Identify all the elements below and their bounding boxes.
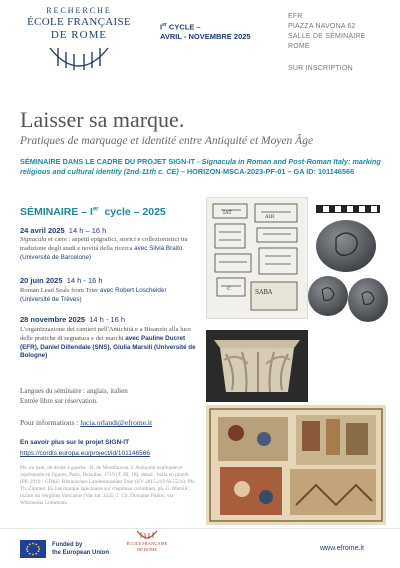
page-title: Laisser sa marque.: [20, 107, 185, 132]
project-prefix: SÉMINAIRE DANS LE CADRE DU PROJET SIGN-IT -: [20, 157, 202, 166]
session-1-speaker: avec Silvia Braito (Université de Barcelone): [20, 244, 183, 261]
manuscript-image: [206, 405, 386, 525]
eu-funding-text: [52, 541, 109, 557]
venue-line-1: EFR: [288, 13, 303, 20]
stamp-text-3: AIR: [265, 214, 275, 220]
session-1-date: [20, 226, 106, 235]
session-2-date: [20, 276, 103, 285]
session-3-title: L'organizzazione dei cantieri nell'Antichità e a Bisanzio alla luce delle pratiche di segnatura e dei marchi: [20, 326, 192, 342]
session-3-body: [20, 326, 196, 361]
session-2-body: [20, 287, 196, 305]
logo-line-rome: DE ROME: [50, 29, 108, 41]
session-1-day: 24 avril 2025: [20, 226, 65, 235]
lead-seals-image: [306, 216, 392, 326]
seal-top-icon: [316, 220, 376, 272]
efr-logo-mark-icon: [46, 44, 112, 74]
session-1-body: [20, 236, 196, 262]
scale-bar: [316, 205, 380, 213]
venue-line-2: PIAZZA NAVONA 62: [288, 23, 356, 30]
seminar-heading-pre: SÉMINAIRE – I: [20, 206, 93, 218]
engraving-image: [206, 197, 308, 319]
logo-line-ecole: ÉCOLE FRANÇAISE: [27, 16, 131, 28]
image-credits: Pls. en haut, de droite à gauche : B. de Montfaucon, L'Antiquité expliquée et représentée en figures, Paris, Delaulne, 1719 (T. III, 18), détail ; bulla en plomb (PK 2919 : GDKE, Rheinisches Landesmuseum Trier (EV 2015,219 Nr.55/10, Pfs. Th. Zühmer. En bas marque lapicinaire sur chapiteau corinthien, ph. G. Marsili ; maître du Vergilius Vaticanus (Vat. lat. 3225, f. 13r, Domaine Public, via Wikimedia Commons.: [20, 465, 196, 506]
cycle-label: Ier CYCLE –: [160, 22, 201, 32]
session-2-time: 14 h - 16 h: [66, 276, 103, 285]
session-3-day: 28 novembre 2025: [20, 315, 86, 324]
footer-website-link[interactable]: www.efrome.it: [320, 545, 364, 552]
page-subtitle: Pratiques de marquage et identité entre Antiquité et Moyen Âge: [20, 135, 314, 147]
session-1-time: 14 h – 16 h: [68, 226, 107, 235]
project-description: [20, 157, 384, 177]
more-info-label: En savoir plus sur le projet SIGN-IT: [20, 439, 130, 446]
eu-line-1: Funded by: [52, 542, 83, 548]
cycle-sup: er: [162, 22, 167, 28]
contact-line: [20, 418, 152, 427]
venue-line-4: ROME: [288, 43, 310, 50]
project-italic: Signacula in Roman and Post-Roman Italy: marking religious and cultural identity (2nd-11th c. CE): [20, 157, 381, 176]
project-suffix: – HORIZON-MSCA-2023-PF-01 – GA ID: 101146566: [178, 167, 355, 176]
venue-line-3: SALLE DE SÉMINAIRE: [288, 33, 366, 40]
seminar-heading-post: cycle – 2025: [98, 206, 166, 218]
footer-efr-logo-icon: [135, 530, 159, 540]
corinthian-capital-icon: [206, 330, 308, 402]
language-line: Langues du séminaire : anglais, italien: [20, 387, 128, 395]
registration-note: SUR INSCRIPTION: [288, 65, 353, 72]
stamp-text-1: SABA: [255, 289, 273, 296]
eu-stars-icon: [20, 540, 46, 558]
capital-image: [206, 330, 308, 402]
eu-line-2: the European Union: [52, 550, 109, 556]
session-1-title: et cære : aspetti epigrafici, storici e collezionistici tra tradizione degli studi e novità della ricerca: [20, 236, 188, 252]
session-3-speaker: avec Pauline Ducret (EFR), Daniel Dillendale (SNS), Giulia Marsili (Université de Bologne): [20, 334, 196, 360]
session-2-day: 20 juin 2025: [20, 276, 63, 285]
logo-line-recherche: RECHERCHE: [46, 6, 112, 15]
seal-right-icon: [348, 278, 388, 322]
session-3-date: [20, 315, 125, 324]
engraving-stamps-icon: [207, 198, 307, 318]
seminar-heading-sup: er: [92, 206, 99, 213]
session-1-title-italic: Signacula: [20, 236, 47, 243]
language-info: [20, 386, 196, 406]
entry-line: Entrée libre sur réservation.: [20, 397, 98, 405]
footer-logo-text: ÉCOLE FRANÇAISE DE ROME: [126, 541, 168, 552]
stamp-text-2: IAT: [223, 210, 232, 216]
stamp-text-4: C: [227, 286, 231, 292]
seminar-heading: [20, 206, 166, 218]
session-3-time: 14 h - 16 h: [89, 315, 126, 324]
session-2-speaker: avec Robert Loscheider (Université de Trèves): [20, 287, 167, 303]
contact-label: Pour informations :: [20, 418, 81, 427]
contact-email-link[interactable]: lucia.orlandi@efrome.it: [80, 418, 153, 427]
cycle-dates: AVRIL - NOVEMBRE 2025: [160, 32, 251, 41]
project-url-link[interactable]: https://cordis.europa.eu/project/id/101146566: [20, 450, 150, 457]
seal-left-icon: [308, 276, 348, 316]
session-2-title: Roman Lead Seals from Trier: [20, 287, 101, 294]
manuscript-miniature-icon: [206, 405, 386, 525]
footer-divider: [0, 528, 400, 529]
eu-flag-icon: [20, 540, 46, 558]
